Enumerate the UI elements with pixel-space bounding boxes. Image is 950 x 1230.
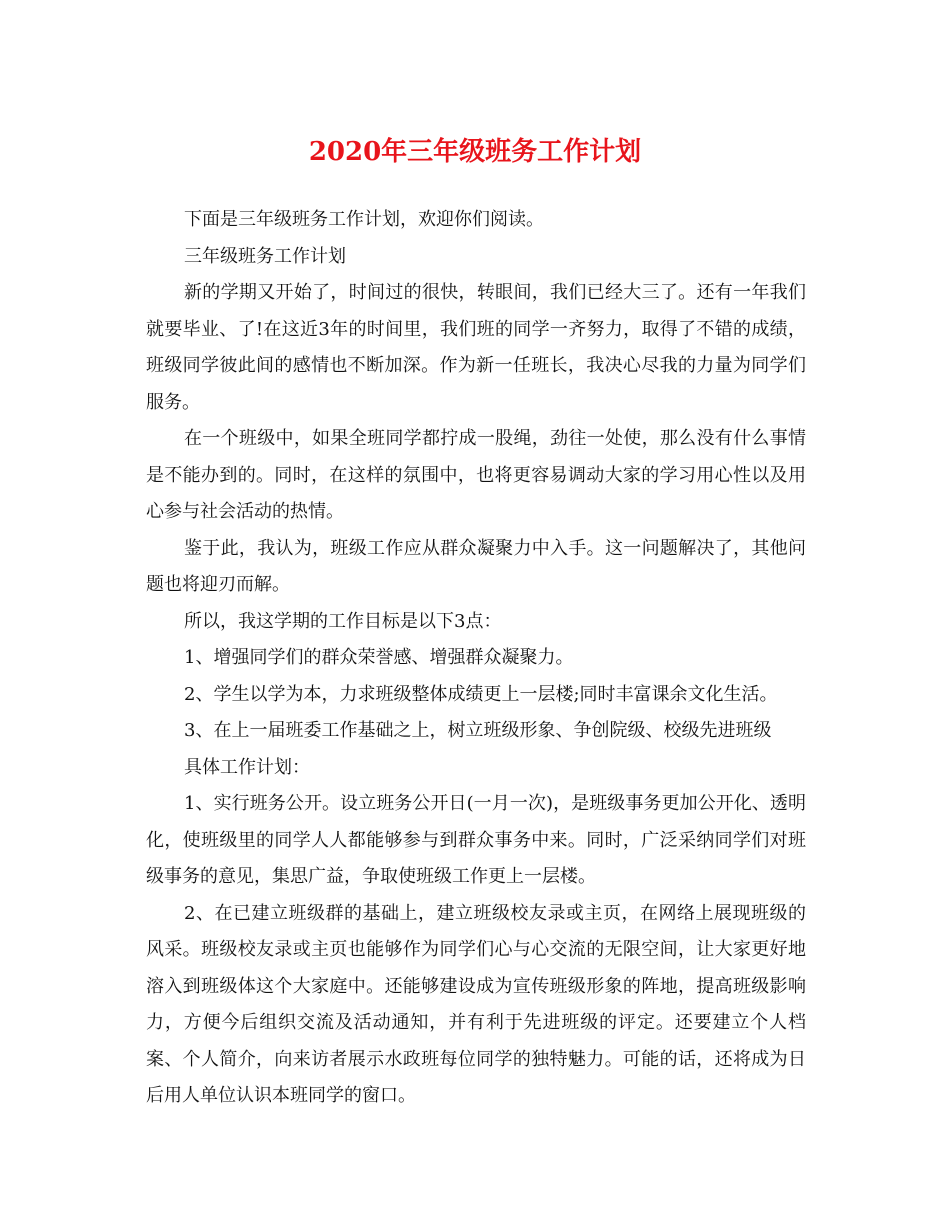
paragraph-cohesion: 鉴于此，我认为，班级工作应从群众凝聚力中入手。这一问题解决了，其他问题也将迎刃而解。 <box>146 537 806 595</box>
goal-item-1: 1、增强同学们的群众荣誉感、增强群众凝聚力。 <box>184 647 574 668</box>
plan-item-1: 1、实行班务公开。设立班务公开日(一月一次)，是班级事务更加公开化、透明化，使班级里的同学人人都能够参与到群众事务中来。同时，广泛采纳同学们对班级事务的意见，集思广益，争取使班级工作更上一层楼。 <box>146 793 806 887</box>
document-title: 2020年三年级班务工作计划 <box>308 137 642 167</box>
plan-item-2: 2、在已建立班级群的基础上，建立班级校友录或主页，在网络上展现班级的风采。班级校友录或主页也能够作为同学们心与心交流的无限空间，让大家更好地溶入到班级体这个大家庭中。还能够建设成为宣传班级形象的阵地，提高班级影响力，方便今后组织交流及活动通知，并有利于先进班级的评定。还要建立个人档案、个人简介，向来访者展示水政班每位同学的独特魅力。可能的话，还将成为日后用人单位认识本班同学的窗口。 <box>146 902 806 1106</box>
paragraph-subtitle: 三年级班务工作计划 <box>184 245 346 267</box>
paragraph-new-semester: 新的学期又开始了，时间过的很快，转眼间，我们已经大三了。还有一年我们就要毕业、了!在这近3年的时间里，我们班的同学一齐努力，取得了不错的成绩，班级同学彼此间的感情也不断加深。作为新一任班长，我决心尽我的力量为同学们服务。 <box>146 282 806 413</box>
document-body <box>146 202 806 1115</box>
paragraph-class-unity: 在一个班级中，如果全班同学都拧成一股绳，劲往一处使，那么没有什么事情是不能办到的。同时，在这样的氛围中，也将更容易调动大家的学习用心性以及用心参与社会活动的热情。 <box>146 428 806 522</box>
goal-item-3: 3、在上一届班委工作基础之上，树立班级形象、争创院级、校级先进班级 <box>184 720 772 741</box>
paragraph-plan-heading: 具体工作计划： <box>184 756 310 778</box>
paragraph-intro: 下面是三年级班务工作计划，欢迎你们阅读。 <box>184 209 544 230</box>
paragraph-goals-intro: 所以，我这学期的工作目标是以下3点： <box>184 610 502 632</box>
goal-item-2: 2、学生以学为本，力求班级整体成绩更上一层楼;同时丰富课余文化生活。 <box>184 683 778 705</box>
